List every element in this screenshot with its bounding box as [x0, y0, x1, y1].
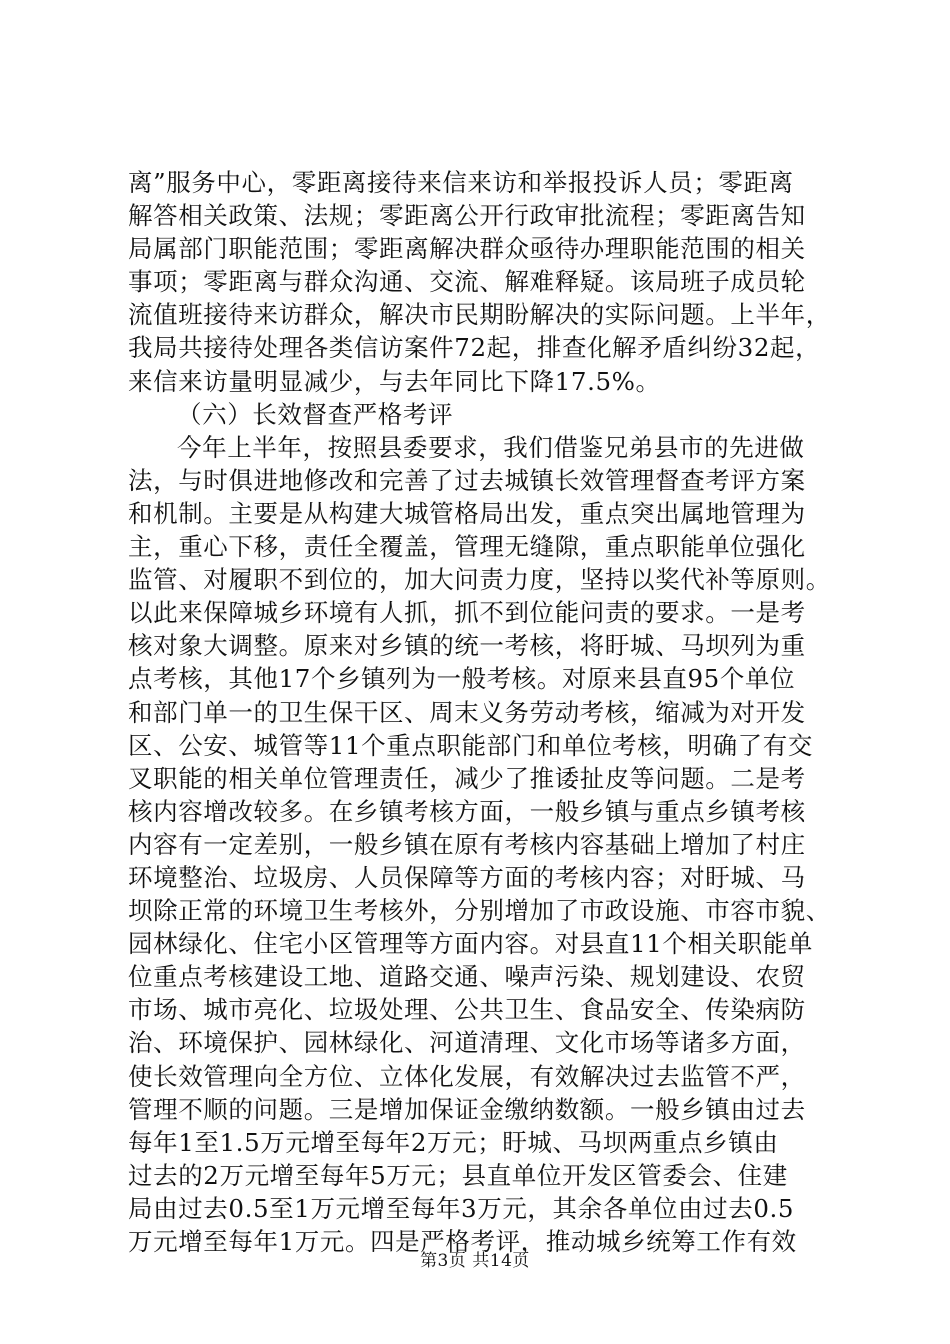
text-line: 来信来访量明显减少，与去年同比下降17.5%。 [128, 366, 661, 396]
text-line: 内容有一定差别，一般乡镇在原有考核内容基础上增加了村庄 [128, 829, 806, 859]
text-line: 主，重心下移，责任全覆盖，管理无缝隙，重点职能单位强化 [128, 532, 806, 562]
text-line: 园林绿化、住宅小区管理等方面内容。对县直11个相关职能单 [128, 929, 813, 959]
text-line: 使长效管理向全方位、立体化发展，有效解决过去监管不严， [128, 1061, 806, 1091]
text-line: 市场、城市亮化、垃圾处理、公共卫生、食品安全、传染病防 [128, 995, 806, 1025]
text-line: 解答相关政策、法规；零距离公开行政审批流程；零距离告知 [128, 201, 806, 231]
text-line: 叉职能的相关单位管理责任，减少了推诿扯皮等问题。二是考 [128, 763, 806, 793]
text-line: 核对象大调整。原来对乡镇的统一考核，将盱城、马坝列为重 [128, 631, 806, 661]
text-line: 我局共接待处理各类信访案件72起，排查化解矛盾纠纷32起， [128, 333, 821, 363]
text-line: 位重点考核建设工地、道路交通、噪声污染、规划建设、农贸 [128, 962, 806, 992]
text-line: 过去的2万元增至每年5万元；县直单位开发区管委会、住建 [128, 1160, 788, 1190]
text-line: 区、公安、城管等11个重点职能部门和单位考核，明确了有交 [128, 730, 813, 760]
text-line: 环境整治、垃圾房、人员保障等方面的考核内容；对盱城、马 [128, 862, 806, 892]
text-line: 今年上半年，按照县委要求，我们借鉴兄弟县市的先进做 [177, 432, 805, 462]
text-line: 局由过去0.5至1万元增至每年3万元，其余各单位由过去0.5 [128, 1193, 795, 1223]
text-line: 事项；零距离与群众沟通、交流、解难释疑。该局班子成员轮 [128, 267, 806, 297]
text-line: 流值班接待来访群众，解决市民期盼解决的实际问题。上半年， [128, 300, 831, 330]
text-line: 和部门单一的卫生保干区、周末义务劳动考核，缩减为对开发 [128, 697, 806, 727]
section-heading: （六）长效督查严格考评 [177, 399, 454, 429]
text-line: 法，与时俱进地修改和完善了过去城镇长效管理督查考评方案 [128, 465, 806, 495]
document-body [128, 166, 833, 1258]
text-line: 管理不顺的问题。三是增加保证金缴纳数额。一般乡镇由过去 [128, 1094, 806, 1124]
text-line: 离”服务中心，零距离接待来信来访和举报投诉人员；零距离 [128, 168, 794, 197]
text-line: 治、环境保护、园林绿化、河道清理、文化市场等诸多方面， [128, 1028, 806, 1058]
text-line: 核内容增改较多。在乡镇考核方面，一般乡镇与重点乡镇考核 [128, 796, 806, 826]
page-footer: 第3页 共14页 [420, 1251, 530, 1271]
text-line: 监管、对履职不到位的，加大问责力度，坚持以奖代补等原则。 [128, 565, 831, 595]
text-line: 万元增至每年1万元。四是严格考评，推动城乡统筹工作有效 [128, 1227, 797, 1256]
text-line: 每年1至1.5万元增至每年2万元；盱城、马坝两重点乡镇由 [128, 1127, 779, 1157]
text-line: 和机制。主要是从构建大城管格局出发，重点突出属地管理为 [128, 498, 806, 528]
text-line: 点考核，其他17个乡镇列为一般考核。对原来县直95个单位 [128, 664, 796, 694]
text-line: 局属部门职能范围；零距离解决群众亟待办理职能范围的相关 [128, 234, 806, 264]
text-line: 坝除正常的环境卫生考核外，分别增加了市政设施、市容市貌、 [128, 896, 831, 926]
text-line: 以此来保障城乡环境有人抓，抓不到位能问责的要求。一是考 [128, 598, 806, 628]
